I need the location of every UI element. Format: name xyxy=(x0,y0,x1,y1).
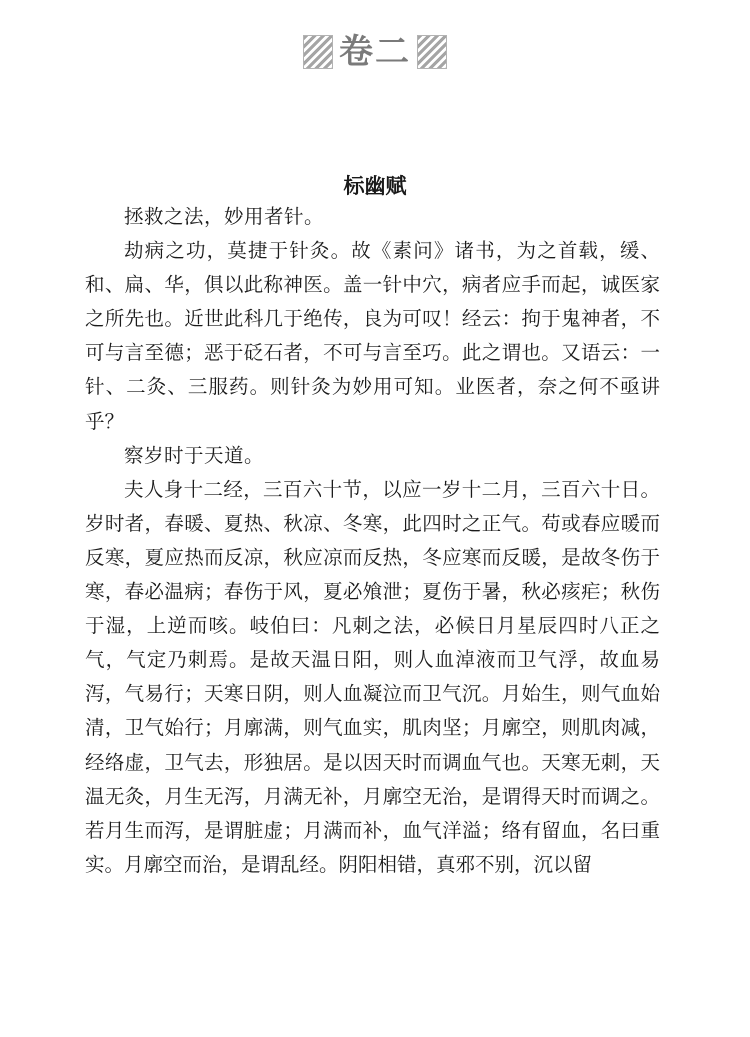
volume-header xyxy=(0,32,750,72)
volume-title: 卷二 xyxy=(339,32,411,72)
hatch-ornament-left xyxy=(303,35,333,69)
body-text xyxy=(85,200,660,882)
section-title: 标幽赋 xyxy=(343,173,407,198)
verse-paragraph: 察岁时于天道。 xyxy=(124,443,265,467)
verse-paragraph: 拯救之法，妙用者针。 xyxy=(124,205,325,228)
hatch-ornament-right xyxy=(417,35,447,69)
commentary-paragraph: 劫病之功，莫捷于针灸。故《素问》诸书，为之首载，缓、和、扁、华，俱以此称神医。盖一针中穴，病者应手而起，诚医家之所先也。近世此科几于绝传，良为可叹！经云：拘于鬼神者，不可与言至德；恶于砭石者，不可与言至巧。此之谓也。又语云：一针、二灸、三服药。则针灸为妙用可知。业医者，奈之何不亟讲乎？ xyxy=(85,239,660,433)
commentary-paragraph: 夫人身十二经，三百六十节，以应一岁十二月，三百六十日。岁时者，春暖、夏热、秋凉、冬寒，此四时之正气。苟或春应暖而反寒，夏应热而反凉，秋应凉而反热，冬应寒而反暖，是故冬伤于寒，春必温病；春伤于风，夏必飧泄；夏伤于暑，秋必痎疟；秋伤于湿，上逆而咳。岐伯曰：凡刺之法，必候日月星辰四时八正之气，气定乃刺焉。是故天温日阳，则人血淖液而卫气浮，故血易泻，气易行；天寒日阴，则人血凝泣而卫气沉。月始生，则气血始清，卫气始行；月廓满，则气血实，肌肉坚；月廓空，则肌肉减，经络虚，卫气去，形独居。是以因天时而调血气也。天寒无刺，天温无灸，月生无泻，月满无补，月廓空无治，是谓得天时而调之。若月生而泻，是谓脏虚；月满而补，血气洋溢；络有留血，名曰重实。月廓空而治，是谓乱经。阴阳相错，真邪不别，沉以留 xyxy=(85,477,660,876)
